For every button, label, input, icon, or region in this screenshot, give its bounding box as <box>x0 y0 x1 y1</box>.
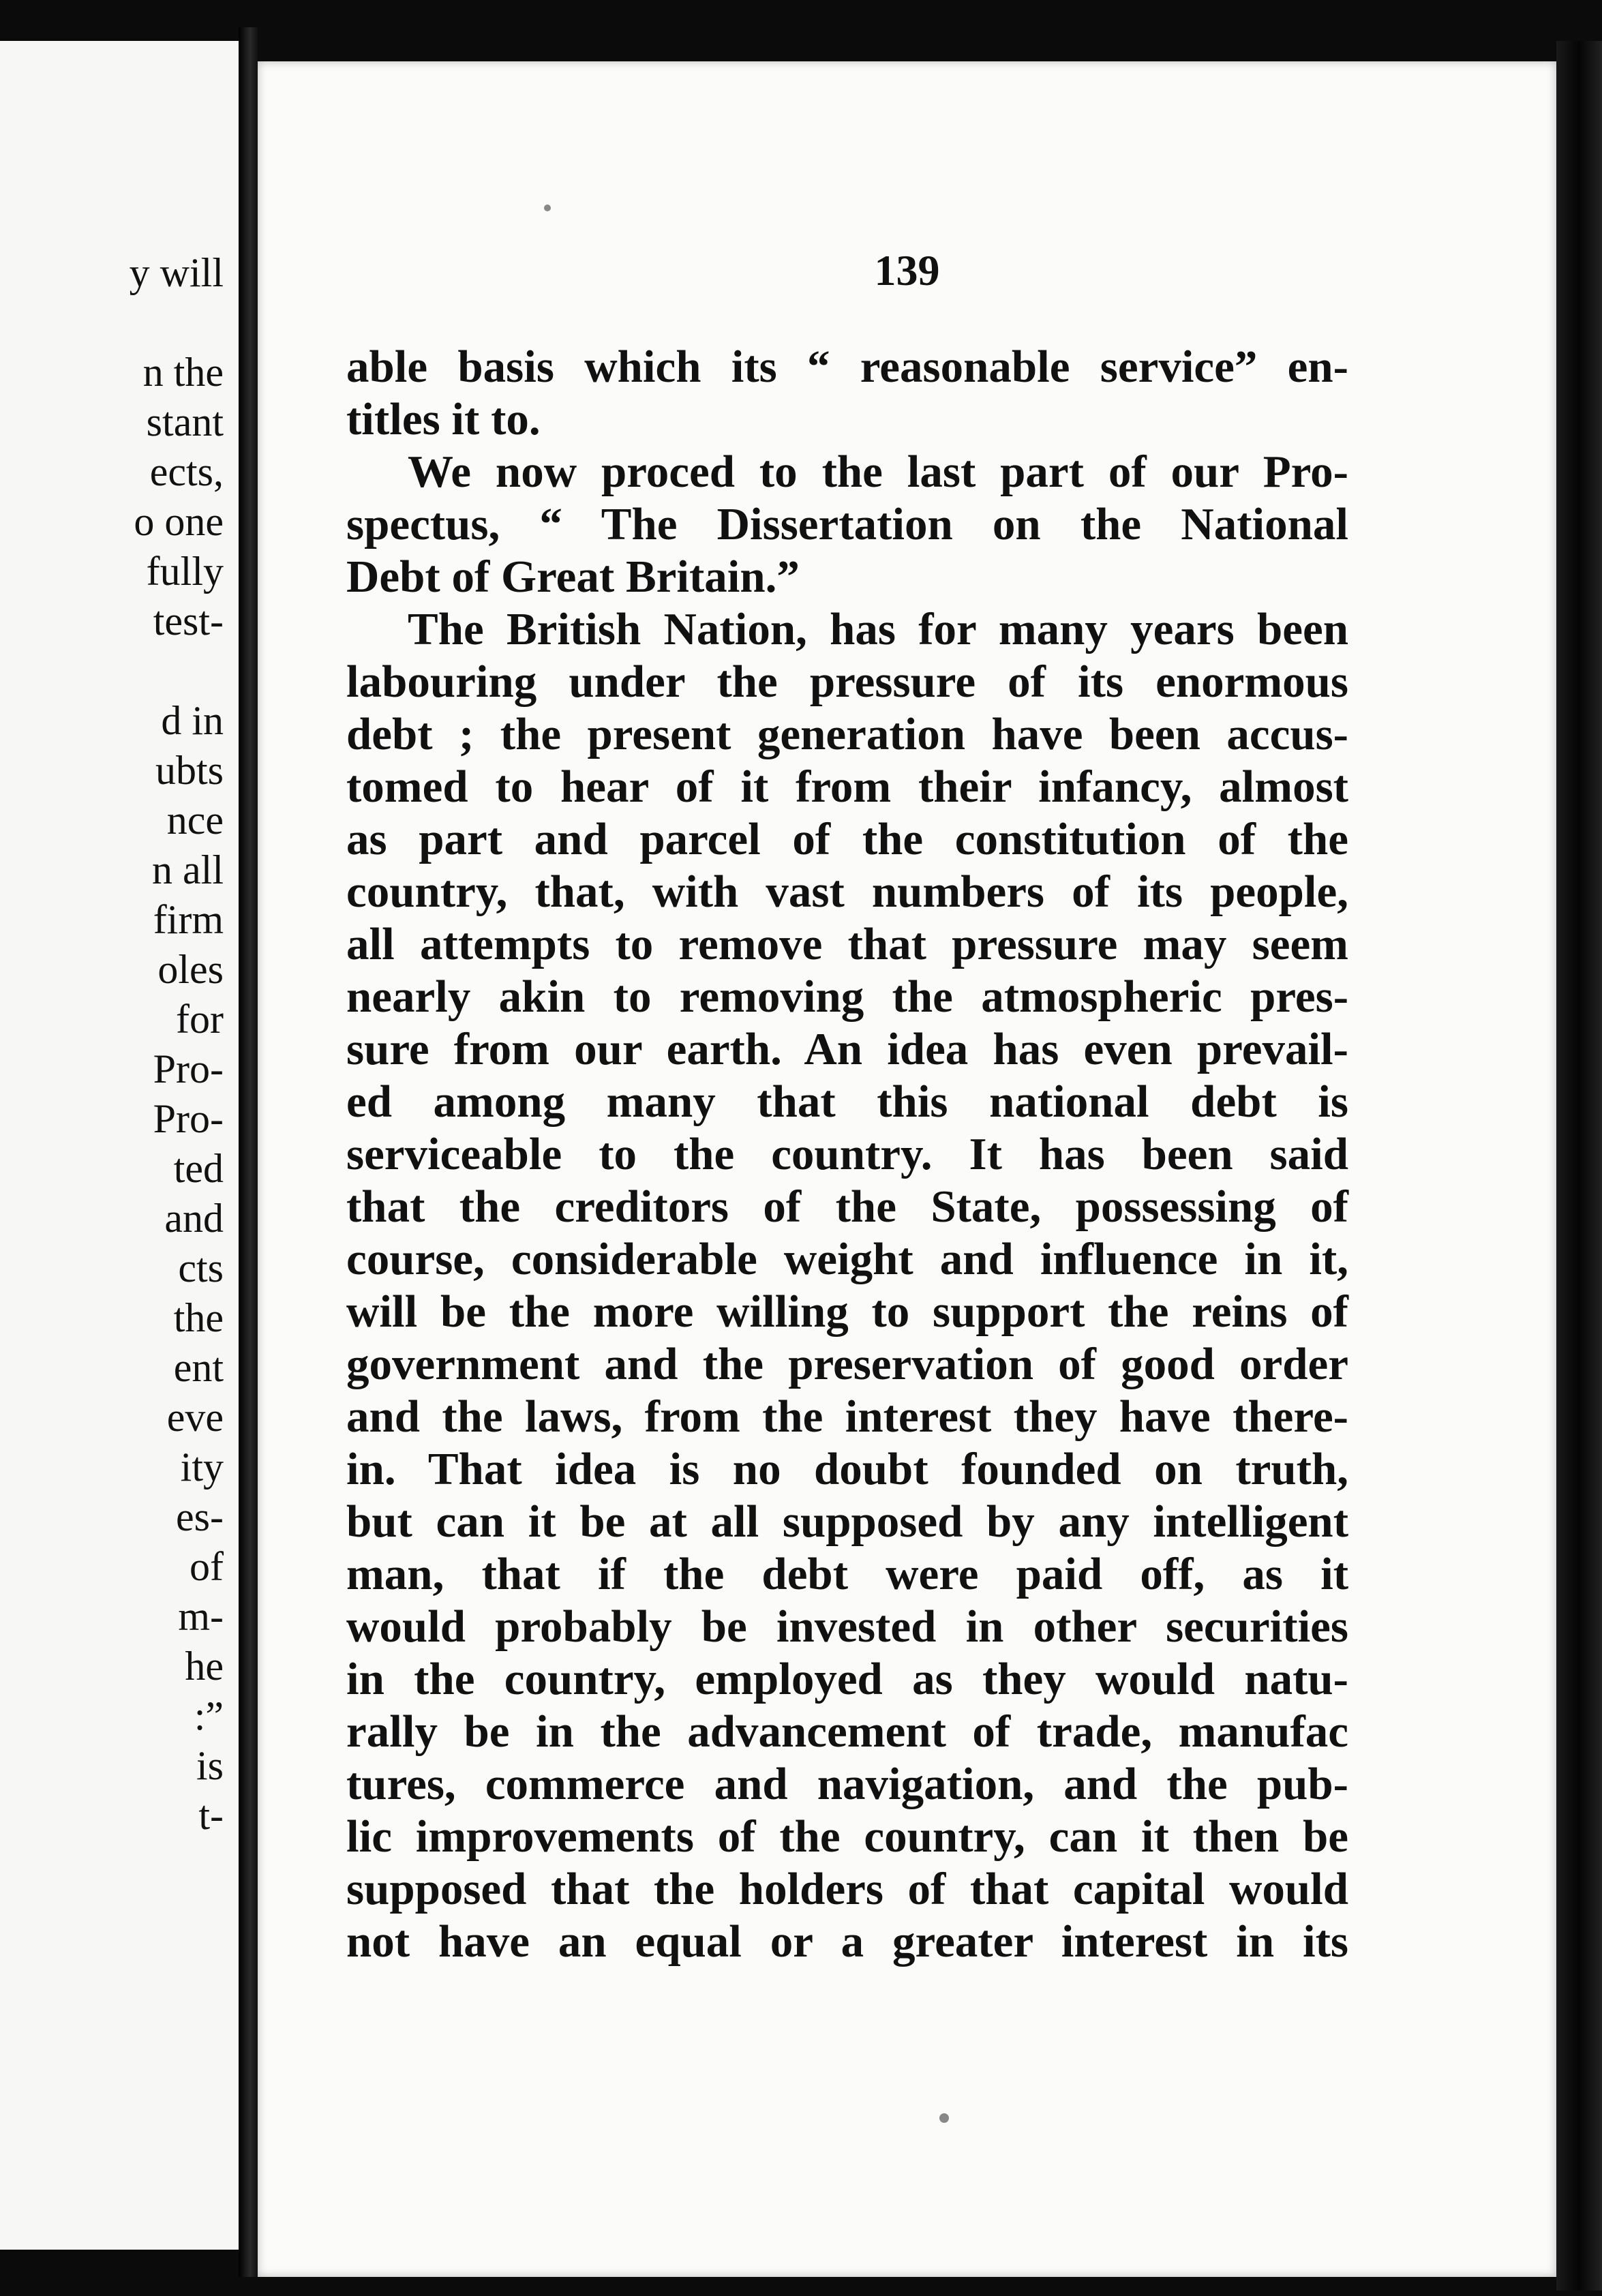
left-page-fragment: m- <box>178 1594 224 1639</box>
text-line: nearly akin to removing the atmospheric pres- <box>346 971 1348 1022</box>
book-gutter <box>239 27 258 2277</box>
left-page-fragment: nce <box>166 798 224 843</box>
text-line: sure from our earth. An idea has even prevail- <box>346 1024 1348 1074</box>
text-line: will be the more willing to support the reins of <box>346 1286 1348 1337</box>
left-page-fragment: firm <box>153 897 224 942</box>
text-line: labouring under the pressure of its enormous <box>346 656 1348 707</box>
left-page-fragment: he <box>185 1644 224 1689</box>
left-page-fragment: es- <box>176 1494 224 1539</box>
text-line: serviceable to the country. It has been said <box>346 1129 1348 1179</box>
book-page <box>258 61 1556 2277</box>
left-page-fragment: Pro- <box>153 1046 224 1091</box>
left-page-fragment: fully <box>146 549 224 594</box>
text-line: Debt of Great Britain.” <box>346 552 800 602</box>
text-line: supposed that the holders of that capital would <box>346 1864 1348 1914</box>
text-line: but can it be at all supposed by any intelligent <box>346 1496 1348 1547</box>
text-line: government and the preservation of good order <box>346 1339 1348 1389</box>
text-line: lic improvements of the country, can it then be <box>346 1811 1348 1862</box>
left-page-fragment: t- <box>198 1793 224 1838</box>
left-page-fragment: oles <box>157 947 224 992</box>
text-line: tures, commerce and navigation, and the pub- <box>346 1759 1348 1809</box>
text-line: not have an equal or a greater interest in its <box>346 1916 1348 1967</box>
page-text <box>346 341 1348 1968</box>
text-line: that the creditors of the State, possessing of <box>346 1181 1348 1232</box>
left-page-fragment: test- <box>153 599 224 644</box>
left-page-fragment: eve <box>166 1395 224 1440</box>
left-page-fragment: ects, <box>149 449 224 494</box>
left-page-fragment: y will <box>129 250 224 295</box>
left-page-fragment: Pro- <box>153 1096 224 1141</box>
text-line: spectus, “ The Dissertation on the National <box>346 499 1348 549</box>
left-page-fragment: and <box>164 1196 224 1241</box>
text-line: The British Nation, has for many years been <box>408 604 1348 654</box>
text-line: titles it to. <box>346 394 541 444</box>
left-page-fragment: ubts <box>155 748 224 793</box>
left-page-fragment: o one <box>134 499 224 544</box>
text-line: course, considerable weight and influence in it, <box>346 1234 1348 1284</box>
left-page-fragment: ity <box>180 1445 224 1490</box>
text-line: in. That idea is no doubt founded on truth, <box>346 1444 1348 1494</box>
facing-page-left <box>0 41 241 2250</box>
text-line: as part and parcel of the constitution of the <box>346 814 1348 864</box>
text-line: able basis which its “ reasonable service” en- <box>346 342 1348 392</box>
text-line: would probably be invested in other securities <box>346 1601 1348 1652</box>
text-line: ed among many that this national debt is <box>346 1076 1348 1127</box>
left-page-fragment: cts <box>178 1245 224 1290</box>
text-line: We now proced to the last part of our Pro- <box>408 447 1348 497</box>
left-page-fragment: for <box>176 997 224 1042</box>
text-line: debt ; the present generation have been accus- <box>346 709 1348 759</box>
text-line: in the country, employed as they would natu- <box>346 1654 1348 1704</box>
text-line: country, that, with vast numbers of its people, <box>346 866 1348 917</box>
left-page-fragment: d in <box>161 698 224 743</box>
left-page-fragment: n all <box>152 847 224 892</box>
page-number: 139 <box>874 246 940 294</box>
text-line: man, that if the debt were paid off, as it <box>346 1549 1348 1599</box>
left-page-fragment: :” <box>194 1693 224 1738</box>
text-line: all attempts to remove that pressure may seem <box>346 919 1348 969</box>
left-page-fragment: is <box>196 1743 224 1788</box>
left-page-fragment: stant <box>146 399 224 444</box>
text-line: tomed to hear of it from their infancy, almost <box>346 761 1348 812</box>
book-edge-right <box>1556 41 1602 2291</box>
left-page-fragment: n the <box>142 350 224 395</box>
left-page-fragment: the <box>173 1295 224 1340</box>
text-line: and the laws, from the interest they have there- <box>346 1391 1348 1442</box>
dust-speck <box>544 205 551 211</box>
left-page-fragment: of <box>190 1544 224 1589</box>
left-page-fragment: ent <box>173 1345 224 1390</box>
dust-speck <box>939 2113 949 2123</box>
left-page-fragment: ted <box>173 1146 224 1191</box>
text-line: rally be in the advancement of trade, manufac <box>346 1706 1348 1757</box>
